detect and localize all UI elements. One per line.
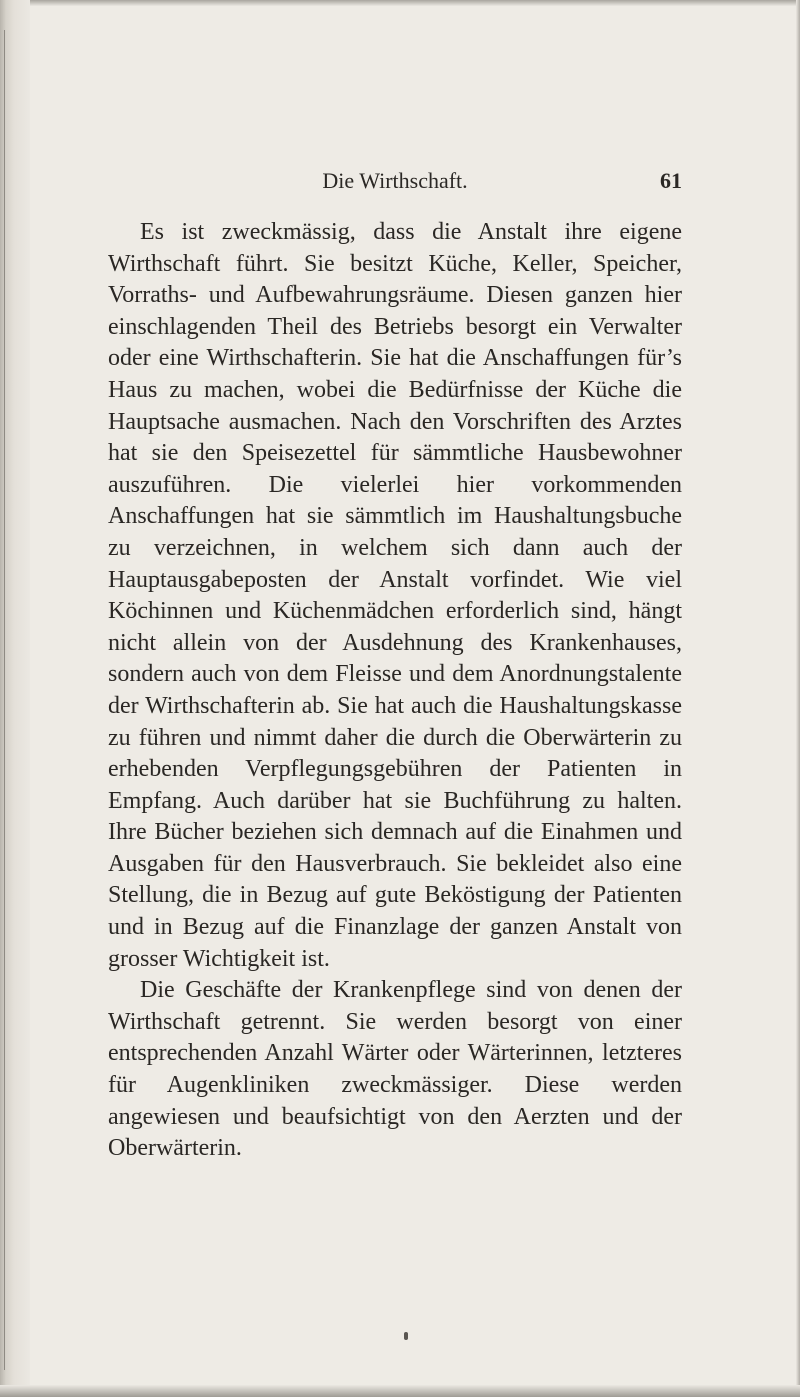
body-text <box>108 217 682 1165</box>
page-right-edge <box>796 0 800 1397</box>
page-number: 61 <box>660 168 682 193</box>
print-speck <box>404 1332 408 1340</box>
page-bottom-edge <box>0 1385 800 1397</box>
page-header <box>108 168 682 198</box>
page-top-edge <box>0 0 800 6</box>
paragraph-1: Es ist zweckmässig, dass die Anstalt ihre eigene Wirthschaft führt. Sie besitzt Küche, Keller, Speicher, Vorraths- und Aufbewahrungsräume. Diesen ganzen hier einschlagenden Theil des Betriebs besorgt ein Verwalter oder eine Wirthschafterin. Sie hat die Anschaffungen für’s Haus zu machen, wobei die Bedürfnisse der Küche die Hauptsache ausmachen. Nach den Vorschriften des Arztes hat sie den Speisezettel für sämmtliche Hausbewohner auszuführen. Die vielerlei hier vorkommenden Anschaffungen hat sie sämmtlich im Haushaltungsbuche zu verzeichnen, in welchem sich dann auch der Hauptausgabeposten der Anstalt vorfindet. Wie viel Köchinnen und Küchenmädchen erforderlich sind, hängt nicht allein von der Ausdehnung des Krankenhauses, sondern auch von dem Fleisse und dem Anordnungstalente der Wirthschafterin ab. Sie hat auch die Haushaltungskasse zu führen und nimmt daher die durch die Oberwärterin zu erhebenden Verpflegungsgebühren der Patienten in Empfang. Auch darüber hat sie Buchführung zu halten. Ihre Bücher beziehen sich demnach auf die Einahmen und Ausgaben für den Hausverbrauch. Sie bekleidet also eine Stellung, die in Bezug auf gute Beköstigung der Patienten und in Bezug auf die Finanzlage der ganzen Anstalt von grosser Wichtigkeit ist. <box>108 219 682 972</box>
running-head: Die Wirthschaft. <box>322 168 468 193</box>
paragraph-2: Die Geschäfte der Krankenpflege sind von denen der Wirthschaft getrennt. Sie werden besorgt von einer entsprechenden Anzahl Wärter oder Wärterinnen, letzteres für Augenkliniken zweckmässiger. Diese werden angewiesen und beaufsichtigt von den Aerzten und der Oberwärterin. <box>108 977 682 1162</box>
book-gutter <box>0 0 30 1397</box>
gutter-line <box>4 30 5 1370</box>
